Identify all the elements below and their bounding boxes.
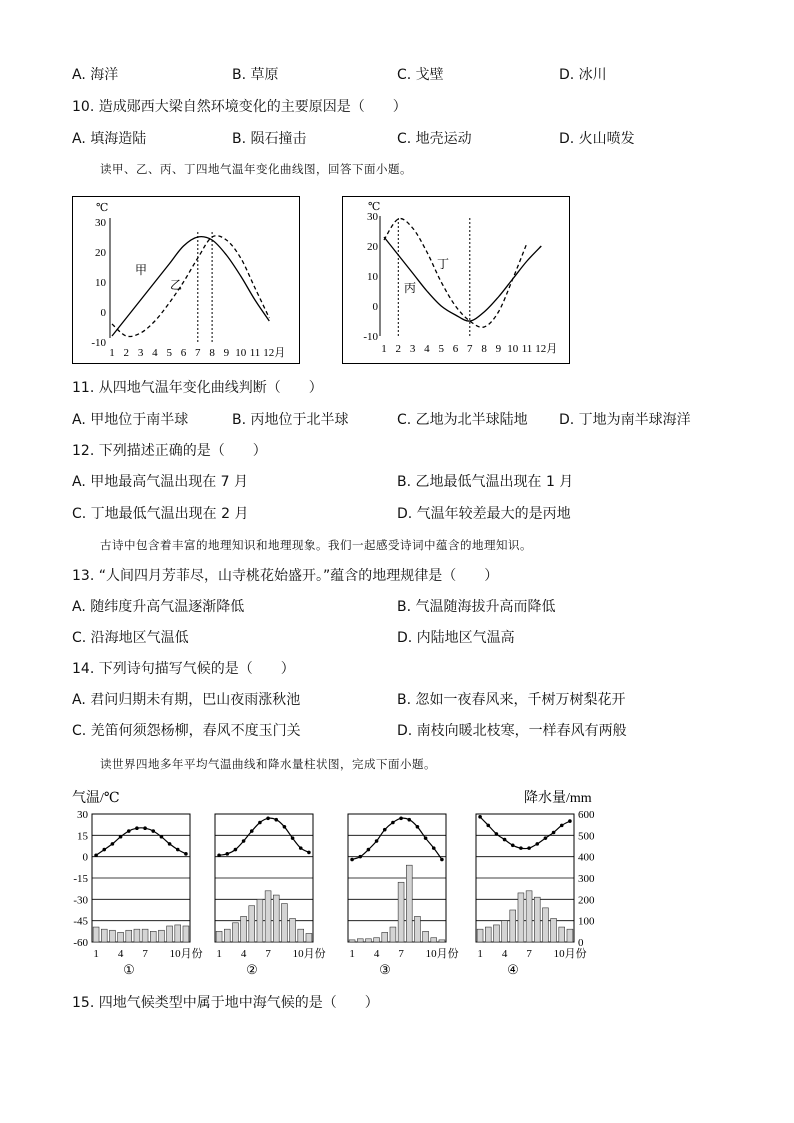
month-tick-label: 1 <box>477 948 483 960</box>
climate-panel-1 <box>92 814 203 977</box>
intro-temperature-curves: 读甲、乙、丙、丁四地气温年变化曲线图，回答下面小题。 <box>100 162 412 176</box>
x-tick-label: 10 <box>507 343 519 355</box>
temp-point <box>519 846 523 850</box>
x-tick-label: 9 <box>223 347 230 359</box>
precip-bar <box>109 930 115 942</box>
temp-point <box>495 832 499 836</box>
temp-tick-label: -45 <box>73 915 88 928</box>
q11-stem: 11. 从四地气温年变化曲线判断（ ） <box>72 380 323 396</box>
precip-bar <box>559 927 565 942</box>
temp-point <box>478 815 482 819</box>
y-tick-label: 20 <box>367 241 378 253</box>
precip-bar <box>349 940 355 942</box>
precip-bar <box>126 930 132 942</box>
month-tick-label: 1 <box>349 948 355 960</box>
x-tick-label: 7 <box>195 347 201 359</box>
precip-bar <box>526 891 532 942</box>
temp-point <box>391 821 395 825</box>
x-tick-label: 3 <box>137 347 144 359</box>
y-tick-label: -10 <box>91 337 106 349</box>
q10-stem: 10. 造成郧西大梁自然环境变化的主要原因是（ ） <box>72 99 407 115</box>
temp-point <box>407 818 411 822</box>
precip-bar <box>357 939 363 942</box>
temp-point <box>399 816 403 820</box>
unit-label: ℃ <box>96 202 109 214</box>
temp-point <box>119 835 123 839</box>
precip-bar <box>502 921 508 942</box>
q11-option-d: D. 丁地为南半球海洋 <box>559 412 691 428</box>
precip-bar <box>167 926 173 942</box>
intro-climate-charts: 读世界四地多年平均气温曲线和降水量柱状图，完成下面小题。 <box>100 757 436 771</box>
x-tick-label: 6 <box>180 347 187 359</box>
temp-point <box>416 825 420 829</box>
precip-bar <box>101 929 107 942</box>
q14-option-a: A. 君问归期未有期，巴山夜雨涨秋池 <box>72 692 301 708</box>
q10-options <box>72 128 692 150</box>
month-tick-label: 1 <box>93 948 99 960</box>
temp-point <box>544 836 548 840</box>
y-tick-label: 0 <box>372 301 378 313</box>
y-tick-label: 0 <box>100 307 106 319</box>
precip-bar <box>249 906 255 942</box>
temp-point <box>511 843 515 847</box>
temp-point <box>242 839 246 843</box>
x-tick-label: 1 <box>381 343 387 355</box>
y-tick-label: 10 <box>95 277 106 289</box>
temp-point <box>225 852 229 856</box>
month-tick-label: 7 <box>398 948 404 960</box>
precip-bar <box>306 933 312 942</box>
month-tick-label: 10月份 <box>425 948 459 960</box>
temp-point <box>367 848 371 852</box>
temp-point <box>250 829 254 833</box>
q15-stem: 15. 四地气候类型中属于地中海气候的是（ ） <box>72 995 379 1011</box>
precip-bar <box>398 882 404 942</box>
precip-bar <box>493 925 499 942</box>
temp-point <box>160 835 164 839</box>
temp-axis-title: 气温/℃ <box>72 791 120 806</box>
temp-point <box>94 853 98 857</box>
precip-bar <box>175 925 181 942</box>
panel-label: ④ <box>507 962 519 977</box>
precip-bar <box>257 899 263 942</box>
q13-option-a: A. 随纬度升高气温逐渐降低 <box>72 599 245 615</box>
q9-options <box>72 64 692 86</box>
intro-poetry: 古诗中包含着丰富的地理知识和地理现象。我们一起感受诗词中蕴含的地理知识。 <box>100 538 532 552</box>
precip-bar <box>567 929 573 942</box>
q11-option-b: B. 丙地位于北半球 <box>232 412 349 428</box>
month-tick-label: 10月份 <box>292 948 326 960</box>
temp-point <box>168 842 172 846</box>
x-tick-label: 6 <box>452 343 459 355</box>
precip-tick-label: 300 <box>578 873 595 885</box>
temp-point <box>503 838 507 842</box>
q13-options-ab <box>72 596 672 618</box>
precip-tick-label: 0 <box>578 937 584 949</box>
month-tick-label: 7 <box>265 948 271 960</box>
x-tick-label: 4 <box>152 347 158 359</box>
q14-option-b: B. 忽如一夜春风来，千树万树梨花开 <box>397 692 626 708</box>
q10-option-a: A. 填海造陆 <box>72 131 147 147</box>
y-tick-label: 30 <box>95 217 106 229</box>
precip-bar <box>142 929 148 942</box>
temp-point <box>135 826 139 830</box>
precip-bar <box>241 916 247 942</box>
month-tick-label: 10月份 <box>553 948 587 960</box>
q12-option-d: D. 气温年较差最大的是丙地 <box>397 506 571 522</box>
q12-options-cd <box>72 503 672 525</box>
x-tick-label: 12月 <box>535 343 558 355</box>
x-tick-label: 10 <box>235 347 247 359</box>
x-tick-label: 5 <box>438 343 444 355</box>
temp-point <box>432 846 436 850</box>
climate-charts <box>60 782 620 982</box>
temp-point <box>291 836 295 840</box>
q11-option-a: A. 甲地位于南半球 <box>72 412 189 428</box>
x-tick-label: 2 <box>123 347 130 359</box>
precip-bar <box>477 929 483 942</box>
precip-bar <box>224 929 230 942</box>
y-tick-label: 30 <box>367 211 378 223</box>
q10-option-d: D. 火山喷发 <box>559 131 635 147</box>
precip-bar <box>118 932 124 942</box>
temp-point <box>127 829 131 833</box>
q13-options-cd <box>72 627 672 649</box>
series-label-ding: 丁 <box>437 257 450 271</box>
precip-tick-label: 200 <box>578 894 595 907</box>
precip-bar <box>265 891 271 942</box>
x-tick-label: 11 <box>521 343 533 355</box>
temp-point <box>383 828 387 832</box>
precip-bar <box>414 916 420 942</box>
x-tick-label: 12月 <box>263 347 286 359</box>
temp-curve-chart-jia-yi <box>72 196 300 364</box>
temp-point <box>143 826 147 830</box>
precip-bar <box>423 931 429 942</box>
temp-tick-label: -30 <box>73 894 88 907</box>
precip-tick-label: 400 <box>578 851 595 864</box>
precip-bar <box>518 893 524 942</box>
month-tick-label: 4 <box>240 948 247 960</box>
month-tick-label: 10月份 <box>169 948 203 960</box>
q10-option-b: B. 陨石撞击 <box>232 131 307 147</box>
precip-bar <box>158 930 164 942</box>
x-tick-label: 2 <box>395 343 402 355</box>
precip-tick-label: 600 <box>578 809 595 821</box>
q14-stem: 14. 下列诗句描写气候的是（ ） <box>72 661 295 677</box>
q13-option-b: B. 气温随海拔升高而降低 <box>397 599 556 615</box>
q12-option-c: C. 丁地最低气温出现在 2 月 <box>72 506 249 522</box>
precip-bar <box>382 932 388 942</box>
q9-option-d: D. 冰川 <box>559 67 607 83</box>
temp-point <box>440 858 444 862</box>
unit-label: ℃ <box>368 201 381 213</box>
panel-label: ③ <box>379 962 391 977</box>
temp-point <box>234 848 238 852</box>
q9-option-b: B. 草原 <box>232 67 279 83</box>
temp-point <box>184 852 188 856</box>
temp-point <box>176 848 180 852</box>
precip-bar <box>93 927 99 942</box>
x-tick-label: 9 <box>495 343 502 355</box>
precip-bar <box>290 919 296 942</box>
climate-panel-3 <box>348 814 459 977</box>
x-tick-label: 11 <box>249 347 261 359</box>
q9-option-c: C. 戈壁 <box>397 67 444 83</box>
precip-bar <box>485 927 491 942</box>
temp-point <box>535 842 539 846</box>
month-tick-label: 7 <box>526 948 532 960</box>
precip-bar <box>281 904 287 942</box>
precip-bar <box>365 939 371 942</box>
precip-bar <box>542 908 548 942</box>
temp-point <box>568 819 572 823</box>
precip-bar <box>510 910 516 942</box>
q12-option-b: B. 乙地最低气温出现在 1 月 <box>397 474 574 490</box>
x-tick-label: 3 <box>409 343 416 355</box>
q12-stem: 12. 下列描述正确的是（ ） <box>72 443 267 459</box>
x-tick-label: 8 <box>209 347 215 359</box>
q12-options-ab <box>72 471 672 493</box>
month-tick-label: 4 <box>501 948 508 960</box>
temp-curve-chart-bing-ding <box>342 196 570 364</box>
temp-point <box>424 836 428 840</box>
series-label-jia: 甲 <box>135 263 148 277</box>
precip-bar <box>298 929 304 942</box>
q14-option-c: C. 羌笛何须怨杨柳，春风不度玉门关 <box>72 723 301 739</box>
temp-point <box>552 831 556 835</box>
temp-point <box>307 851 311 855</box>
q10-option-c: C. 地壳运动 <box>397 131 472 147</box>
q13-option-c: C. 沿海地区气温低 <box>72 630 189 646</box>
y-tick-label: 20 <box>95 247 106 259</box>
temp-tick-label: 0 <box>82 851 88 864</box>
series-label-bing: 丙 <box>404 281 417 295</box>
x-tick-label: 7 <box>467 343 473 355</box>
q14-options-ab <box>72 689 692 711</box>
y-tick-label: -10 <box>363 331 378 343</box>
climate-panel-4 <box>476 814 587 977</box>
temp-point <box>111 842 115 846</box>
precip-bar <box>134 929 140 942</box>
temp-point <box>299 846 303 850</box>
temp-tick-label: 30 <box>77 809 88 821</box>
temp-point <box>151 829 155 833</box>
q13-option-d: D. 内陆地区气温高 <box>397 630 515 646</box>
q14-options-cd <box>72 720 692 742</box>
panel-label: ① <box>123 962 135 977</box>
precip-bar <box>439 940 445 942</box>
precip-bar <box>431 938 437 942</box>
temp-tick-label: -60 <box>73 937 88 949</box>
temp-point <box>350 858 354 862</box>
month-tick-label: 4 <box>373 948 380 960</box>
x-tick-label: 8 <box>481 343 487 355</box>
temp-point <box>560 824 564 828</box>
precip-bar <box>183 926 189 942</box>
precip-bar <box>273 895 279 942</box>
precip-bar <box>551 919 557 942</box>
temp-point <box>274 818 278 822</box>
temp-point <box>486 824 490 828</box>
precip-axis-title: 降水量/mm <box>524 791 592 806</box>
panel-label: ② <box>246 962 258 977</box>
precip-bar <box>406 865 412 942</box>
q14-option-d: D. 南枝向暖北枝寒，一样春风有两般 <box>397 723 627 739</box>
series-label-yi: 乙 <box>170 278 183 292</box>
precip-bar <box>232 923 238 942</box>
x-tick-label: 5 <box>166 347 172 359</box>
temp-point <box>375 839 379 843</box>
temp-tick-label: 15 <box>77 830 88 843</box>
precip-tick-label: 100 <box>578 915 595 928</box>
month-tick-label: 1 <box>216 948 222 960</box>
precip-tick-label: 500 <box>578 830 595 843</box>
precip-bar <box>374 938 380 942</box>
temp-point <box>358 855 362 859</box>
temp-point <box>283 825 287 829</box>
precip-bar <box>216 931 222 942</box>
temp-point <box>217 853 221 857</box>
temp-point <box>258 821 262 825</box>
q12-option-a: A. 甲地最高气温出现在 7 月 <box>72 474 249 490</box>
temp-point <box>102 848 106 852</box>
q9-option-a: A. 海洋 <box>72 67 119 83</box>
month-tick-label: 7 <box>142 948 148 960</box>
precip-bar <box>150 931 156 942</box>
temp-point <box>266 816 270 820</box>
temp-tick-label: -15 <box>73 873 88 885</box>
climate-panel-2 <box>215 814 326 977</box>
y-tick-label: 10 <box>367 271 378 283</box>
temp-point <box>527 846 531 850</box>
q13-stem: 13. “人间四月芳菲尽，山寺桃花始盛开。”蕴含的地理规律是（ ） <box>72 568 499 584</box>
q11-option-c: C. 乙地为北半球陆地 <box>397 412 528 428</box>
q11-options <box>72 409 722 431</box>
precip-bar <box>534 897 540 942</box>
x-tick-label: 1 <box>109 347 115 359</box>
month-tick-label: 4 <box>117 948 124 960</box>
precip-bar <box>390 927 396 942</box>
x-tick-label: 4 <box>424 343 430 355</box>
